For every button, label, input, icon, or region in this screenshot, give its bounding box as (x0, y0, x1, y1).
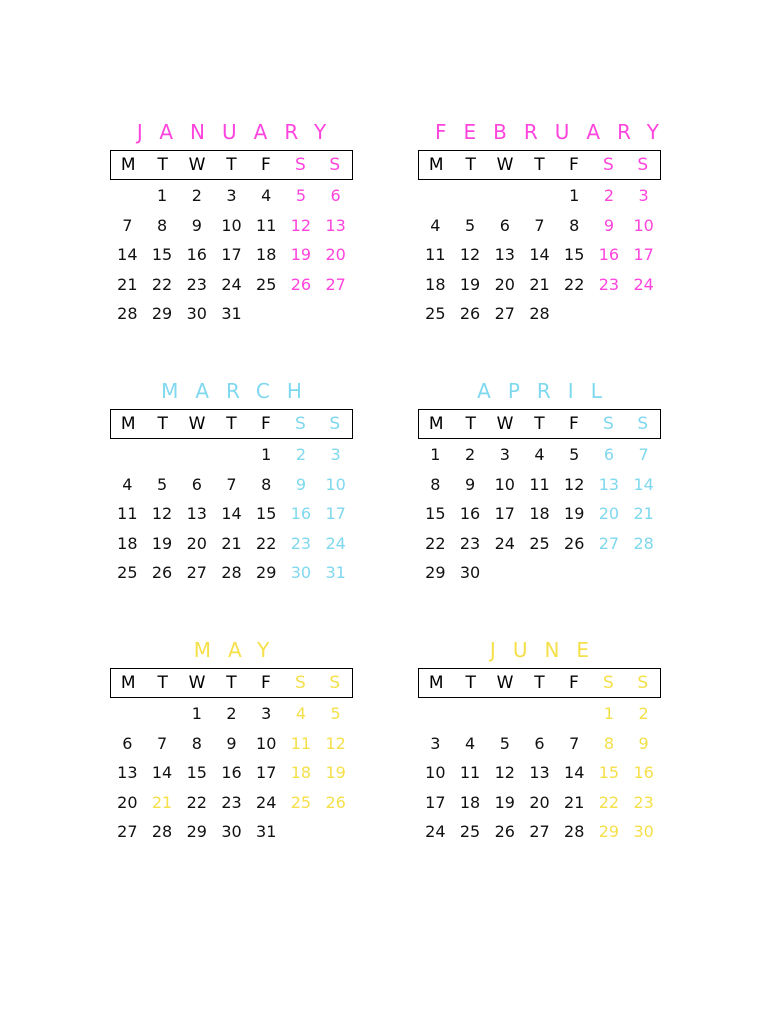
month-january (110, 120, 353, 329)
day-cell: 27 (529, 822, 550, 841)
day-cell: 2 (191, 186, 202, 205)
empty-cell (110, 440, 145, 470)
empty-cell (418, 181, 453, 211)
day-cell: 18 (256, 245, 277, 264)
day-cell: 16 (633, 763, 654, 782)
day-cell: 22 (256, 533, 277, 553)
month-title: JUNE (489, 638, 607, 662)
day-cell: 7 (534, 215, 545, 235)
weekday-header: S (637, 414, 649, 434)
weekday-header: T (465, 673, 476, 693)
weekday-header: T (534, 673, 545, 693)
day-cell: 6 (191, 474, 202, 494)
weekday-header: F (261, 414, 271, 434)
day-cell: 9 (638, 733, 649, 753)
empty-cell (214, 440, 249, 470)
day-cell: 22 (564, 274, 585, 294)
day-cell: 15 (186, 763, 207, 782)
day-cell: 11 (290, 733, 312, 753)
day-cell: 17 (256, 763, 277, 782)
day-cell: 22 (425, 533, 446, 553)
month-april (418, 379, 661, 588)
empty-cell (145, 440, 180, 470)
day-cell: 18 (117, 533, 138, 553)
month-title: JANUARY (136, 120, 344, 144)
day-cell: 26 (151, 563, 173, 582)
day-cell: 11 (117, 504, 138, 523)
day-cell: 6 (603, 445, 615, 464)
day-cell: 10 (425, 763, 446, 782)
day-cell: 5 (569, 445, 580, 464)
weekday-header: S (602, 673, 614, 693)
day-cell: 29 (256, 563, 277, 582)
day-cell: 15 (256, 504, 277, 523)
day-cell: 17 (425, 792, 446, 812)
weekday-header: S (329, 414, 341, 434)
day-cell: 30 (633, 822, 654, 841)
day-cell: 18 (425, 274, 446, 294)
day-cell: 21 (117, 274, 138, 294)
day-cell: 28 (633, 533, 654, 553)
day-cell: 13 (598, 474, 620, 494)
month-title: MARCH (161, 379, 319, 403)
day-grid (110, 181, 353, 329)
empty-cell (522, 181, 557, 211)
day-cell: 4 (122, 474, 133, 494)
day-cell: 17 (633, 245, 654, 264)
month-title: APRIL (477, 379, 619, 403)
day-cell: 5 (295, 186, 307, 205)
weekday-header: T (534, 414, 545, 434)
day-cell: 25 (459, 822, 481, 841)
day-cell: 26 (494, 822, 515, 841)
day-cell: 12 (151, 504, 173, 523)
day-cell: 16 (459, 504, 481, 523)
day-cell: 9 (603, 215, 615, 235)
day-cell: 17 (325, 504, 346, 523)
day-cell: 1 (569, 186, 580, 205)
day-cell: 21 (151, 792, 173, 812)
weekday-header: W (496, 414, 514, 434)
day-cell: 28 (529, 304, 550, 323)
day-cell: 20 (494, 274, 515, 294)
day-cell: 23 (186, 274, 207, 294)
day-cell: 27 (598, 533, 620, 553)
day-cell: 1 (603, 704, 615, 723)
weekday-header-row (418, 668, 661, 698)
day-cell: 11 (459, 763, 481, 782)
day-cell: 12 (290, 215, 312, 235)
day-cell: 18 (529, 504, 550, 523)
empty-cell (453, 699, 488, 729)
day-cell: 19 (459, 274, 481, 294)
weekday-header: S (329, 673, 341, 693)
day-cell: 22 (151, 274, 173, 294)
day-cell: 15 (564, 245, 585, 264)
weekday-header: M (120, 414, 136, 434)
day-cell: 11 (529, 474, 550, 494)
day-cell: 25 (290, 792, 312, 812)
day-cell: 1 (261, 445, 272, 464)
day-cell: 12 (325, 733, 346, 753)
weekday-header: T (157, 414, 168, 434)
day-cell: 15 (151, 245, 173, 264)
weekday-header-row (418, 409, 661, 439)
day-cell: 11 (425, 245, 446, 264)
weekday-header-row (110, 150, 353, 180)
empty-cell (557, 699, 592, 729)
weekday-header: T (226, 414, 237, 434)
day-cell: 26 (459, 304, 481, 323)
day-cell: 6 (534, 733, 545, 753)
day-cell: 13 (494, 245, 515, 264)
day-cell: 9 (226, 733, 237, 753)
weekday-header: W (188, 414, 206, 434)
day-cell: 31 (256, 822, 277, 841)
day-cell: 19 (564, 504, 585, 523)
day-cell: 14 (151, 763, 173, 782)
weekday-header: S (637, 673, 649, 693)
day-cell: 10 (325, 474, 346, 494)
weekday-header: S (602, 414, 614, 434)
month-title: MAY (193, 638, 287, 662)
day-cell: 16 (598, 245, 620, 264)
day-cell: 22 (186, 792, 207, 812)
day-cell: 3 (430, 733, 441, 753)
day-cell: 8 (261, 474, 272, 494)
day-cell: 17 (221, 245, 242, 264)
day-cell: 1 (430, 445, 441, 464)
weekday-header: T (157, 155, 168, 175)
day-cell: 18 (290, 763, 312, 782)
day-cell: 29 (598, 822, 620, 841)
day-cell: 4 (534, 445, 545, 464)
day-cell: 6 (499, 215, 510, 235)
day-cell: 22 (598, 792, 620, 812)
day-cell: 14 (633, 474, 654, 494)
weekday-header: T (534, 155, 545, 175)
day-cell: 14 (529, 245, 550, 264)
day-cell: 2 (464, 445, 476, 464)
weekday-header: S (294, 155, 306, 175)
month-title: FEBRUARY (435, 120, 676, 144)
day-cell: 12 (564, 474, 585, 494)
day-cell: 25 (117, 563, 138, 582)
weekday-header: W (188, 155, 206, 175)
day-cell: 28 (151, 822, 173, 841)
weekday-header: F (569, 414, 579, 434)
day-cell: 13 (186, 504, 207, 523)
day-cell: 31 (221, 304, 242, 323)
day-cell: 14 (221, 504, 242, 523)
weekday-header: M (428, 673, 444, 693)
day-cell: 29 (151, 304, 173, 323)
day-cell: 23 (598, 274, 620, 294)
day-cell: 29 (425, 563, 446, 582)
day-cell: 27 (186, 563, 207, 582)
day-cell: 19 (494, 792, 515, 812)
weekday-header-row (418, 150, 661, 180)
day-cell: 31 (325, 563, 346, 582)
day-cell: 24 (325, 533, 346, 553)
day-cell: 13 (117, 763, 138, 782)
day-cell: 3 (261, 704, 272, 723)
empty-cell (453, 181, 488, 211)
day-cell: 26 (325, 792, 346, 812)
weekday-header: T (226, 673, 237, 693)
day-cell: 13 (529, 763, 550, 782)
month-june (418, 638, 661, 847)
day-cell: 12 (494, 763, 515, 782)
month-march (110, 379, 353, 588)
day-cell: 14 (117, 245, 138, 264)
day-cell: 30 (290, 563, 312, 582)
weekday-header: S (294, 414, 306, 434)
day-cell: 3 (638, 186, 649, 205)
day-cell: 19 (151, 533, 173, 553)
weekday-header: S (294, 673, 306, 693)
day-cell: 7 (569, 733, 580, 753)
day-cell: 6 (122, 733, 133, 753)
day-cell: 4 (295, 704, 307, 723)
day-cell: 12 (459, 245, 481, 264)
day-cell: 27 (117, 822, 138, 841)
empty-cell (487, 699, 522, 729)
day-cell: 5 (499, 733, 510, 753)
empty-cell (487, 181, 522, 211)
weekday-header: T (157, 673, 168, 693)
empty-cell (522, 699, 557, 729)
day-cell: 30 (459, 563, 481, 582)
weekday-header: M (120, 673, 136, 693)
day-cell: 23 (221, 792, 242, 812)
day-cell: 9 (464, 474, 476, 494)
day-cell: 2 (226, 704, 237, 723)
empty-cell (110, 181, 145, 211)
day-cell: 5 (156, 474, 168, 494)
day-cell: 7 (226, 474, 237, 494)
day-cell: 10 (633, 215, 654, 235)
day-cell: 9 (191, 215, 202, 235)
day-grid (110, 699, 353, 847)
day-cell: 23 (633, 792, 654, 812)
weekday-header: F (261, 673, 271, 693)
weekday-header: F (261, 155, 271, 175)
day-cell: 8 (191, 733, 202, 753)
day-grid (110, 440, 353, 588)
day-cell: 15 (425, 504, 446, 523)
day-cell: 16 (290, 504, 312, 523)
day-grid (418, 440, 661, 588)
day-cell: 25 (256, 274, 277, 294)
day-cell: 2 (603, 186, 615, 205)
empty-cell (145, 699, 180, 729)
day-cell: 23 (290, 533, 312, 553)
day-cell: 10 (256, 733, 277, 753)
weekday-header: M (120, 155, 136, 175)
day-cell: 10 (221, 215, 242, 235)
day-cell: 9 (295, 474, 307, 494)
day-cell: 19 (290, 245, 312, 264)
day-cell: 25 (529, 533, 550, 553)
day-cell: 8 (603, 733, 615, 753)
day-cell: 21 (529, 274, 550, 294)
day-cell: 1 (191, 704, 202, 723)
day-cell: 8 (156, 215, 168, 235)
day-cell: 21 (564, 792, 585, 812)
day-cell: 21 (221, 533, 242, 553)
day-cell: 20 (529, 792, 550, 812)
day-cell: 4 (261, 186, 272, 205)
weekday-header: M (428, 414, 444, 434)
day-cell: 3 (499, 445, 510, 464)
day-cell: 18 (459, 792, 481, 812)
weekday-header: W (496, 155, 514, 175)
day-cell: 24 (494, 533, 515, 553)
day-cell: 5 (330, 704, 341, 723)
weekday-header: T (465, 414, 476, 434)
day-cell: 14 (564, 763, 585, 782)
empty-cell (179, 440, 214, 470)
day-cell: 3 (330, 445, 341, 464)
day-cell: 16 (186, 245, 207, 264)
day-cell: 26 (564, 533, 585, 553)
day-cell: 8 (430, 474, 441, 494)
day-cell: 21 (633, 504, 654, 523)
weekday-header: M (428, 155, 444, 175)
day-cell: 7 (638, 445, 649, 464)
day-cell: 2 (638, 704, 649, 723)
day-cell: 20 (325, 245, 346, 264)
day-cell: 30 (221, 822, 242, 841)
day-cell: 29 (186, 822, 207, 841)
day-cell: 27 (325, 274, 346, 294)
day-grid (418, 181, 661, 329)
day-cell: 20 (186, 533, 207, 553)
weekday-header: F (569, 673, 579, 693)
day-cell: 11 (256, 215, 277, 235)
day-cell: 20 (117, 792, 138, 812)
day-cell: 8 (569, 215, 580, 235)
day-cell: 24 (221, 274, 242, 294)
day-cell: 15 (598, 763, 620, 782)
day-cell: 30 (186, 304, 207, 323)
day-cell: 1 (156, 186, 168, 205)
day-cell: 27 (494, 304, 515, 323)
weekday-header: T (465, 155, 476, 175)
day-cell: 24 (256, 792, 277, 812)
day-cell: 5 (464, 215, 476, 235)
day-grid (418, 699, 661, 847)
weekday-header: S (637, 155, 649, 175)
day-cell: 19 (325, 763, 346, 782)
day-cell: 3 (226, 186, 237, 205)
empty-cell (110, 699, 145, 729)
weekday-header: W (496, 673, 514, 693)
weekday-header-row (110, 668, 353, 698)
day-cell: 28 (221, 563, 242, 582)
day-cell: 10 (494, 474, 515, 494)
weekday-header-row (110, 409, 353, 439)
weekday-header: F (569, 155, 579, 175)
day-cell: 25 (425, 304, 446, 323)
weekday-header: T (226, 155, 237, 175)
day-cell: 4 (430, 215, 441, 235)
day-cell: 28 (564, 822, 585, 841)
day-cell: 20 (598, 504, 620, 523)
day-cell: 7 (156, 733, 168, 753)
day-cell: 26 (290, 274, 312, 294)
day-cell: 24 (633, 274, 654, 294)
month-may (110, 638, 353, 847)
day-cell: 6 (330, 186, 341, 205)
weekday-header: W (188, 673, 206, 693)
day-cell: 2 (295, 445, 307, 464)
month-february (418, 120, 676, 329)
day-cell: 23 (459, 533, 481, 553)
day-cell: 13 (325, 215, 346, 235)
day-cell: 17 (494, 504, 515, 523)
day-cell: 7 (122, 215, 133, 235)
empty-cell (418, 699, 453, 729)
day-cell: 4 (464, 733, 476, 753)
day-cell: 24 (425, 822, 446, 841)
day-cell: 28 (117, 304, 138, 323)
day-cell: 16 (221, 763, 242, 782)
weekday-header: S (602, 155, 614, 175)
weekday-header: S (329, 155, 341, 175)
